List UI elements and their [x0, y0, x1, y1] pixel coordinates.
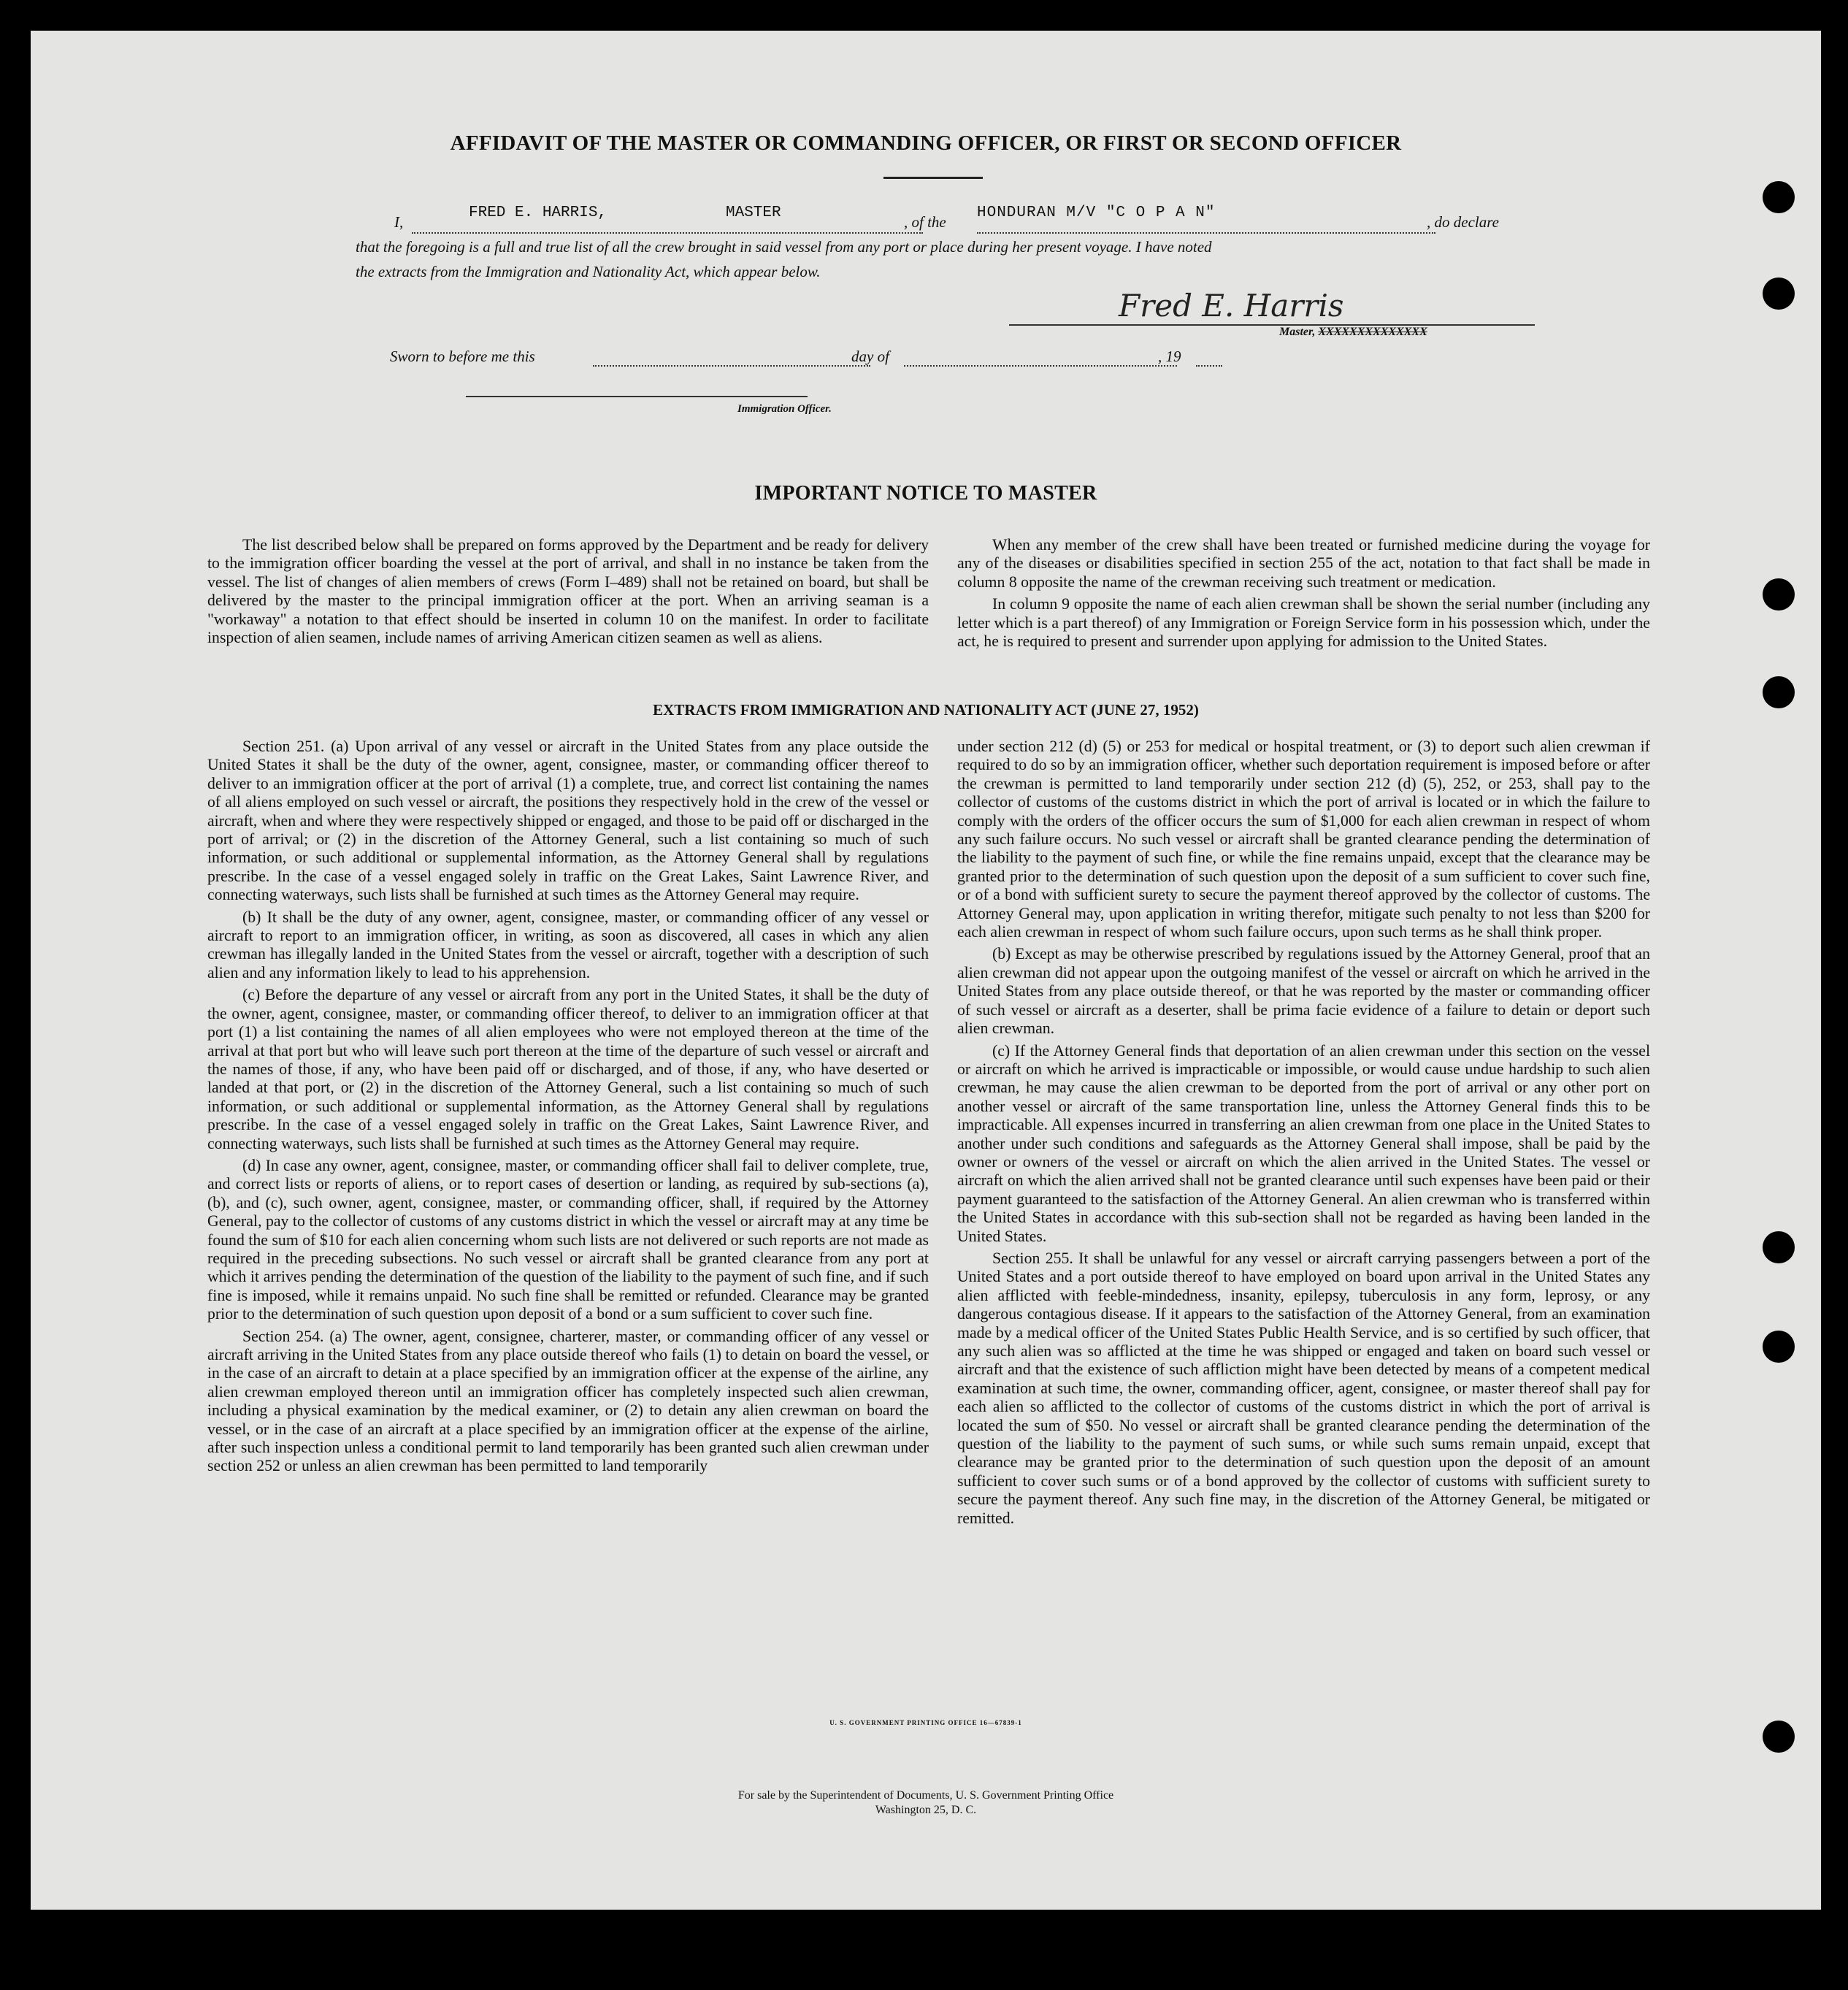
binder-hole [1763, 1331, 1795, 1363]
year-underline [1196, 365, 1222, 367]
sworn-month-underline [904, 365, 1177, 367]
notice-left-column [207, 536, 929, 647]
sale-line-1: For sale by the Superintendent of Documents, U. S. Government Printing Office [737, 1789, 1114, 1802]
notice-left-paragraph: The list described below shall be prepared on forms approved by the Department and be ready for delivery to the immigration officer boarding the vessel at the port of arrival, and shall in no instance be taken from the vessel. The list of changes of alien members of crews (Form I–489) shall not be retained on board, but shall be delivered by the master to the principal immigration officer at the port. When an arriving seaman is a "workaway" a notation to that effect should be inserted in column 10 on the manifest. In order to facilitate inspection of alien seamen, include names of arriving American citizen seamen as well as aliens. [207, 536, 929, 647]
extracts-right-column [957, 738, 1650, 1528]
section-251-c: (c) Before the departure of any vessel or aircraft from any port in the United States, it shall be the duty of the owner, agent, consignee, master, or commanding officer thereof, to deliver to an immigration officer at that port (1) a list containing the names of all alien employees who were not employed thereon at the time of the arrival at that port but who will leave such port thereon at the time of the departure of such vessel or aircraft and the names of those, if any, who have been paid off or discharged, and of those, if any, who have deserted or landed at that port, or (2) in the discretion of the Attorney General, such a list containing so much of such information, or such additional or supplemental information, as the Attorney General shall by regulations prescribe. In the case of a vessel engaged solely in traffic on the Great Lakes, Saint Lawrence River, and connecting waterways, such lists shall be furnished at such times as the Attorney General may require. [207, 986, 929, 1152]
vessel-name: HONDURAN M/V "C O P A N" [977, 204, 1216, 221]
sale-line-2: Washington 25, D. C. [875, 1804, 977, 1816]
sworn-day-underline [593, 365, 870, 367]
signer-title-master: Master, [1279, 326, 1316, 338]
signer-title [1279, 326, 1427, 339]
statement-line-2: the extracts from the Immigration and Nationality Act, which appear below. [356, 263, 821, 280]
extracts-title: EXTRACTS FROM IMMIGRATION AND NATIONALITY ACT (JUNE 27, 1952) [653, 701, 1199, 719]
signature-line [1009, 324, 1535, 326]
sworn-label: Sworn to before me this [390, 348, 535, 365]
extracts-left-column [207, 738, 929, 1476]
section-254-a: Section 254. (a) The owner, agent, consignee, charterer, master, or commanding officer of any vessel or aircraft arriving in the United States from any place outside thereof who fails (1) to detain on board the vessel, or in the case of an aircraft to detain at a place specified by an immigration officer at the expense of the airline, any alien crewman employed thereon until an immigration officer has completely inspected such alien crewman, including a physical examination by the medical examiner, or (2) to detain any alien crewman on board the vessel, or in the case of an aircraft at a place specified by an immigration officer at the expense of the airline, after such inspection unless a conditional permit to land temporarily has been granted such alien crewman under section 252 or unless an alien crewman has been permitted to land temporarily [207, 1327, 929, 1475]
section-254-c: (c) If the Attorney General finds that deportation of an alien crewman under this section on the vessel or aircraft on which he arrived is impracticable or impossible, or would cause undue hardship to such alien crewman, he may cause the alien crewman to be deported from the port of arrival or any other port on another vessel or aircraft of the same transportation line, unless the Attorney General finds this to be impracticable. All expenses incurred in transferring an alien crewman from one place in the United States to another under such conditions and safeguards as the Attorney General shall impose, shall be paid by the owner or owners of the vessel or aircraft on which the alien arrived in the United States. The vessel or aircraft on which the alien arrived shall not be granted clearance until such expenses have been paid or their payment guaranteed to the satisfaction of the Attorney General. An alien crewman who is transferred within the United States in accordance with this sub-section shall not be regarded as having been landed in the United States. [957, 1041, 1650, 1245]
binder-hole [1763, 578, 1795, 611]
section-254-a-continued: under section 212 (d) (5) or 253 for medical or hospital treatment, or (3) to deport such alien crewman if required to do so by an immigration officer, whether such deportation requirement is imposed before or after the crewman is permitted to land temporarily under section 212 (d) (5), 252, or 253, shall pay to the collector of customs of the customs district in which the port of arrival is located or in which the failure to comply with the orders of the officer occurs the sum of $1,000 for each alien crewman in respect of whom any such failure occurs. No such vessel or aircraft shall be granted clearance pending the determination of the liability to the payment of such fine, or while the fine remains unpaid, except that the clearance may be granted prior to the determination of such question upon the deposit of a sum sufficient to cover such fine, or of a bond with sufficient surety to secure the payment thereof approved by the collector of customs. The Attorney General may, upon application in writing therefor, mitigate such penalty to not less than $200 for each alien crewman in respect of whom such failure occurs, upon such terms as he shall think proper. [957, 738, 1650, 941]
officer-label: Immigration Officer. [737, 403, 832, 415]
do-declare-label: , do declare [1427, 213, 1499, 231]
binder-hole [1763, 181, 1795, 213]
gpo-code: U. S. GOVERNMENT PRINTING OFFICE 16—67839-1 [829, 1719, 1022, 1726]
notice-title: IMPORTANT NOTICE TO MASTER [754, 482, 1097, 505]
year-label: , 19 [1158, 348, 1181, 365]
binder-hole [1763, 278, 1795, 310]
section-251-a: Section 251. (a) Upon arrival of any vessel or aircraft in the United States from any place outside the United States it shall be the duty of the owner, agent, consignee, master, or commanding officer thereof to deliver to an immigration officer at the port of arrival (1) a complete, true, and correct list containing the names of all aliens employed on such vessel or aircraft, the positions they respectively hold in the crew of the vessel or aircraft, when and where they were respectively shipped or engaged, and those to be paid off or discharged in the port of arrival; or (2) in the discretion of the Attorney General, such a list containing so much of such information, or such additional or supplemental information, as the Attorney General shall by regulations prescribe. In the case of a vessel engaged solely in traffic on the Great Lakes, Saint Lawrence River, and connecting waterways, such lists shall be furnished at such times as the Attorney General may require. [207, 738, 929, 904]
notice-right-paragraph-1: When any member of the crew shall have been treated or furnished medicine during the voyage for any of the diseases or disabilities specified in section 255 of the act, notation to that fact shall be made in column 8 opposite the name of the crewman receiving such treatment or medication. [957, 536, 1650, 591]
master-rank: MASTER [726, 204, 781, 221]
master-name: FRED E. HARRIS, [469, 204, 607, 221]
section-255: Section 255. It shall be unlawful for any vessel or aircraft carrying passengers between a port of the United States and a port outside thereof to have employed on board upon arrival in the United States any alien afflicted with feeble-mindedness, insanity, epilepsy, tuberculosis in any form, leprosy, or any dangerous contagious disease. If it appears to the satisfaction of the Attorney General, from an examination made by a medical officer of the United States Public Health Service, and is so certified by such officer, that any such alien was so afflicted at the time he was shipped or engaged and taken on board such vessel or aircraft and that the existence of such affliction might have been detected by means of a competent medical examination at such time, the owner, commanding officer, agent, consignee, or master thereof shall pay for each alien so afflicted to the collector of customs of the customs district in which the port of arrival is located the sum of $50. No vessel or aircraft shall be granted clearance pending the determination of the question of the liability to the payment of such sums, or while such sums remain unpaid, except that clearance may be granted prior to the determination of such question upon the deposit of an amount sufficient to cover such sums or of a bond approved by the collector of customs with sufficient surety to secure the payment thereof. Any such fine may, in the discretion of the Attorney General, be mitigated or remitted. [957, 1249, 1650, 1527]
i-label: I, [394, 213, 404, 231]
name-underline [412, 232, 923, 234]
section-251-d: (d) In case any owner, agent, consignee, master, or commanding officer shall fail to deliver complete, true, and correct lists or reports of aliens, or to report cases of desertion or landing, as required by sub-sections (a), (b), and (c), such owner, agent, consignee, master, or commanding officer, shall, if required by the Attorney General, pay to the collector of customs of any customs district in which the vessel or aircraft may at any time be found the sum of $10 for each alien concerning whom such lists are not delivered or such reports are not made as required in the preceding subsections. No such vessel or aircraft shall be granted clearance from any port at which it arrives pending the determination of the question of the liability to the payment of such fine, and if such fine is imposed, while it remains unpaid. No such fine shall be remitted or refunded. Clearance may be granted prior to the determination of such question upon deposit of a bond or a sum sufficient to cover such fine. [207, 1156, 929, 1323]
vessel-underline [977, 232, 1435, 234]
officer-signature-line [466, 396, 808, 397]
master-signature: Fred E. Harris [1119, 288, 1344, 324]
day-of-label: day of [851, 348, 889, 365]
affidavit-title: AFFIDAVIT OF THE MASTER OR COMMANDING OFFICER, OR FIRST OR SECOND OFFICER [450, 131, 1402, 155]
statement-line-1: that the foregoing is a full and true list of all the crew brought in said vessel from any port or place during her present voyage. I have noted [356, 238, 1212, 256]
binder-hole [1763, 1231, 1795, 1263]
document-page [31, 31, 1821, 1910]
signer-title-struck: XXXXXXXXXXXXXX [1318, 326, 1427, 338]
section-251-b: (b) It shall be the duty of any owner, agent, consignee, master, or commanding officer of any vessel or aircraft to report to an immigration officer, in writing, as soon as discovered, all cases in which any alien crewman has illegally landed in the United States from the vessel or aircraft, together with a description of such alien and any information likely to lead to his apprehension. [207, 908, 929, 981]
of-the-label: , of the [904, 213, 946, 231]
notice-right-column [957, 536, 1650, 651]
section-254-b: (b) Except as may be otherwise prescribed by regulations issued by the Attorney General, proof that an alien crewman did not appear upon the outgoing manifest of the vessel or aircraft on which he arrived in the United States from any place outside thereof, or that he was reported by the master or commanding officer of such vessel or aircraft as a deserter, shall be prima facie evidence of a failure to detain or deport such alien crewman. [957, 945, 1650, 1038]
title-rule [883, 177, 983, 179]
binder-hole [1763, 1721, 1795, 1753]
notice-right-paragraph-2: In column 9 opposite the name of each alien crewman shall be shown the serial number (including any letter which is a part thereof) of any Immigration or Foreign Service form in his possession which, under the act, he is required to present and surrender upon applying for admission to the United States. [957, 595, 1650, 651]
binder-hole [1763, 676, 1795, 708]
